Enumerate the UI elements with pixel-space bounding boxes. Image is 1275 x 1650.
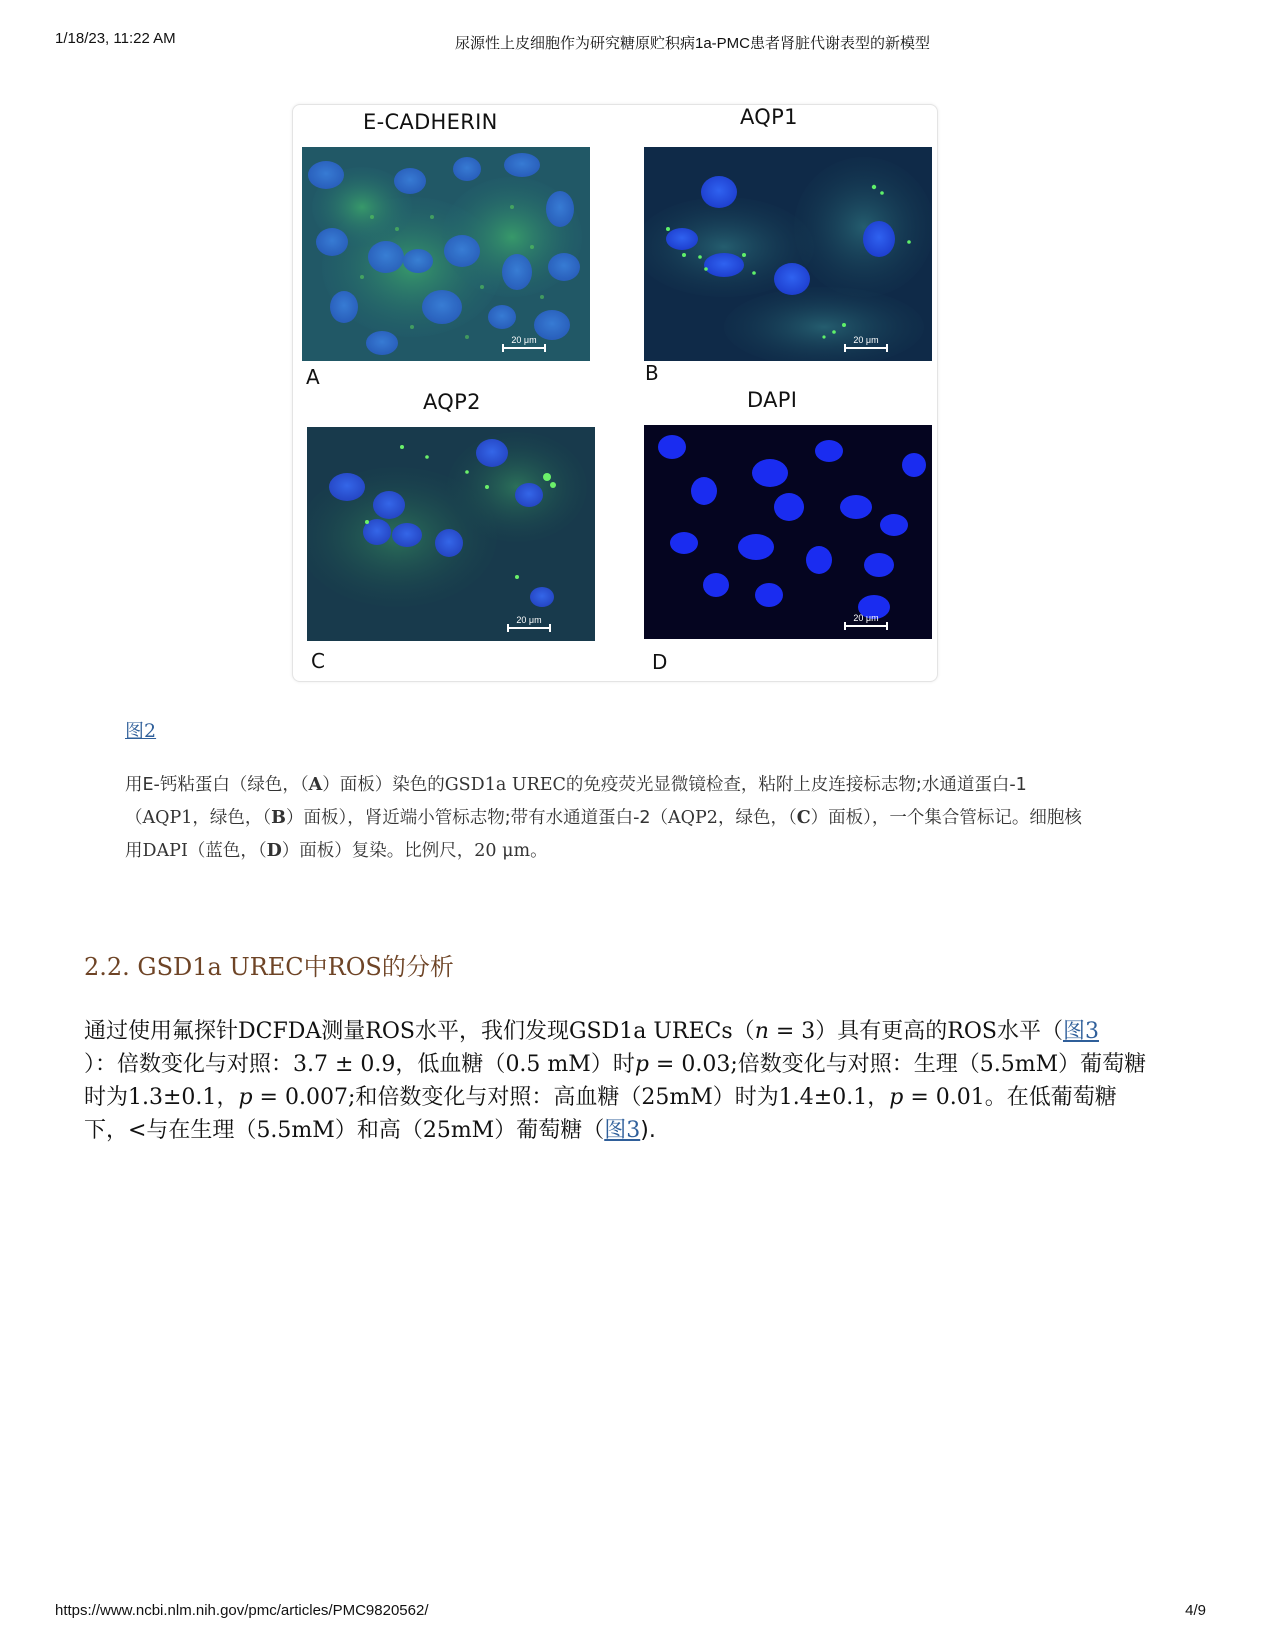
print-url: https://www.ncbi.nlm.nih.gov/pmc/articles/PMC9820562/ [55,1602,429,1619]
micrograph-a [302,147,590,361]
figure-3-link[interactable]: 图3 [604,1118,641,1143]
print-page-title: 尿源性上皮细胞作为研究糖原贮积病1a-PMC患者肾脏代谢表型的新模型 [455,35,931,52]
body-value: 1.4±0.1 [778,1085,868,1110]
body-paragraph [84,1015,1154,1147]
body-text: ）葡萄糖时为 [84,1052,1147,1110]
caption-text: ）面板）复染。比例尺， [281,841,475,861]
figure-2[interactable] [292,104,938,682]
scale-bar-b: 20 μm [842,335,890,353]
caption-panel-ref: C [796,808,811,828]
body-value: = 0.01 [903,1085,985,1110]
print-date: 1/18/23, 11:22 AM [55,30,176,47]
page-number: 4/9 [1185,1602,1206,1619]
caption-text: ）面板）染色的 [322,775,445,795]
caption-panel-ref: D [266,841,282,861]
caption-term: DAPI [142,841,188,861]
panel-title-b: AQP1 [740,105,798,129]
body-text: 水平，我们发现 [414,1019,569,1044]
body-text: ）和高（ [334,1118,423,1143]
micrograph-c [307,427,595,641]
print-footer [55,1602,1220,1622]
body-value: 25mM [422,1118,495,1143]
body-value: 5.5mM [979,1052,1059,1077]
panel-letter-c: C [311,649,325,673]
caption-text: 的免疫荧光显微镜检查，粘附上皮连接标志物;水通道蛋白-1（ [125,775,1027,828]
scale-bar-d: 20 μm [842,613,890,631]
body-text: 倍数变化与对照：生理（ [737,1052,980,1077]
caption-term: 20 μm [474,841,531,861]
caption-text: （蓝色，（ [187,841,267,861]
figure-caption [125,769,1095,868]
panel-letter-a: A [306,365,320,389]
body-value: = 0.007; [252,1085,356,1110]
body-text: ). [640,1118,656,1143]
panel-letter-d: D [652,650,668,674]
caption-text: ，绿色，（ [192,808,272,828]
caption-text: ，绿色，（ [717,808,797,828]
body-value: = 3 [768,1019,816,1044]
body-text: （ [732,1019,755,1044]
body-text: ）葡萄糖（ [494,1118,605,1143]
body-value: 1.3±0.1 [128,1085,217,1110]
scale-bar-c: 20 μm [505,615,553,633]
figure-3-link[interactable]: 图3 [1062,1019,1099,1044]
body-text: 测量 [321,1019,366,1044]
caption-text: ）面板），肾近端小管标志物;带有水通道蛋白-2（ [285,808,669,828]
body-value: 0.5 mM [505,1052,591,1077]
body-term: DCFDA [238,1019,322,1044]
body-text: 水平（ [996,1019,1063,1044]
body-text: ）时 [590,1052,635,1077]
figure-2-link[interactable]: 图2 [125,720,157,742]
body-text: 通过使用氟探针 [84,1019,239,1044]
body-text: ）：倍数变化与对照： [84,1052,294,1077]
body-term: GSD1a URECs [568,1019,733,1044]
caption-term: AQP1 [142,808,193,828]
body-text: ）时为 [712,1085,779,1110]
caption-text: 用E-钙粘蛋白（绿色，（ [125,775,309,795]
panel-title-c: AQP2 [423,390,481,414]
micrograph-d [644,425,932,639]
body-text: ）具有更高的 [815,1019,948,1044]
caption-panel-ref: A [308,775,323,795]
micrograph-b [644,147,932,361]
body-term: ROS [947,1019,997,1044]
math-var: p [889,1085,904,1110]
math-var: n [754,1019,769,1044]
caption-term: GSD1a UREC [444,775,566,795]
body-text: ， [216,1085,239,1110]
body-text: ， [867,1085,890,1110]
body-term: ROS [365,1019,415,1044]
caption-text: 。 [530,841,548,861]
body-value: = 0.03; [648,1052,738,1077]
body-text: 。在低葡萄糖下，<与在生理（ [84,1085,1117,1143]
body-text: ，低血糖（ [395,1052,506,1077]
body-value: 5.5mM [256,1118,335,1143]
caption-text: ）面板），一个集合管标记。细胞核用 [125,808,1082,861]
math-var: p [238,1085,253,1110]
panel-title-d: DAPI [747,388,798,412]
scale-bar-a: 20 μm [500,335,548,353]
panel-letter-b: B [645,361,659,385]
body-value: 25mM [641,1085,713,1110]
panel-title-a: E-CADHERIN [363,110,498,134]
section-heading: 2.2. GSD1a UREC中ROS的分析 [84,953,454,981]
math-var: p [634,1052,649,1077]
body-text: 和倍数变化与对照：高血糖（ [355,1085,642,1110]
body-value: 3.7 ± 0.9 [293,1052,396,1077]
caption-term: AQP2 [668,808,718,828]
caption-panel-ref: B [271,808,286,828]
print-header [55,30,1220,50]
